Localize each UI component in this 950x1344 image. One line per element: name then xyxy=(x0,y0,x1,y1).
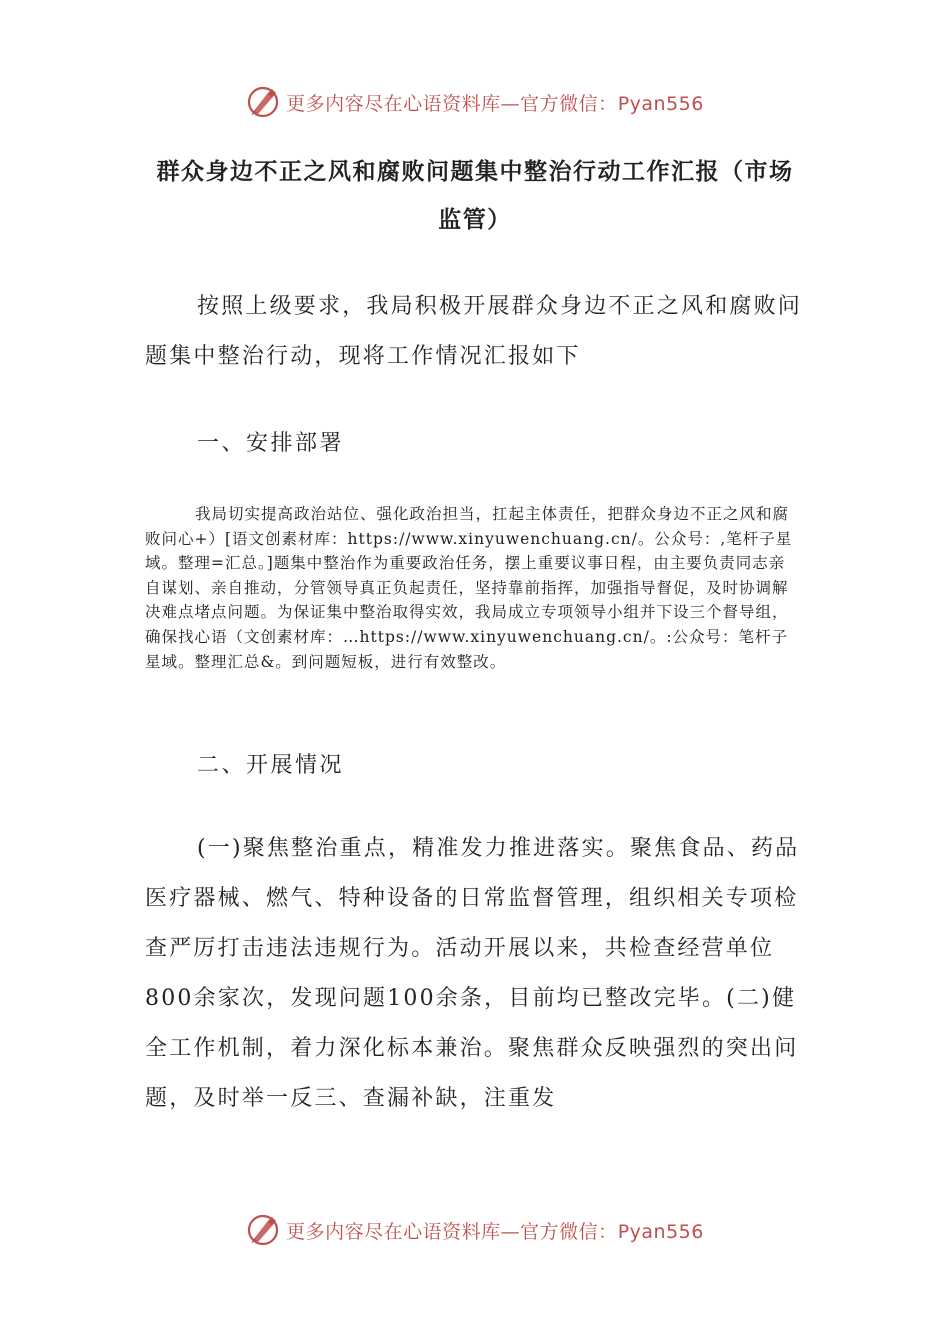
banner-text xyxy=(286,89,704,116)
document-title: 群众身边不正之风和腐败问题集中整治行动工作汇报（市场监管） xyxy=(156,159,794,233)
banner-wechat-id: Pyan556 xyxy=(617,1220,704,1243)
pen-logo-icon xyxy=(246,1213,280,1247)
banner-wechat-label: 官方微信： xyxy=(520,1220,618,1243)
banner-dash: — xyxy=(500,1220,521,1243)
banner-dash: — xyxy=(500,92,521,115)
section-2-paragraph: (一)聚焦整治重点，精准发力推进落实。聚焦食品、药品医疗器械、燃气、特种设备的日常监督管理，组织相关专项检查严厉打击违法违规行为。活动开展以来，共检查经营单位800余家次，发现问题100余条，目前均已整改完毕。(二)健全工作机制，着力深化标本兼治。聚焦群众反映强烈的突出问题，及时举一反三、查漏补缺，注重发 xyxy=(145,836,800,1111)
footer-banner xyxy=(0,1210,950,1250)
section-1-paragraph: 我局切实提高政治站位、强化政治担当，扛起主体责任，把群众身边不正之风和腐败问心+）[语文创素材库：https://www.xinyuwenchuang.cn/。公众号：,笔杆子星域。整理=汇总。]题集中整治作为重要政治任务，摆上重要议事日程，由主要负责同志亲自谋划、亲自推动，分管领导真正负起责任，坚持靠前指挥，加强指导督促，及时协调解决难点堵点问题。为保证集中整治取得实效，我局成立专项领导小组并下设三个督导组，确保找心语（文创素材库：…https://www.xinyuwenchuang.cn/。:公众号：笔杆子星域。整理汇总&。到问题短板，进行有效整改。 xyxy=(145,505,793,671)
banner-text xyxy=(286,1217,704,1244)
banner-wechat-label: 官方微信： xyxy=(520,92,618,115)
header-banner xyxy=(0,82,950,122)
section-1-heading: 一、安排部署 xyxy=(197,431,345,456)
pen-logo-icon xyxy=(246,85,280,119)
intro-paragraph: 按照上级要求，我局积极开展群众身边不正之风和腐败问题集中整治行动，现将工作情况汇报如下 xyxy=(145,294,803,369)
section-2-heading: 二、开展情况 xyxy=(197,753,345,778)
banner-site-name: 更多内容尽在心语资料库 xyxy=(286,92,501,115)
banner-site-name: 更多内容尽在心语资料库 xyxy=(286,1220,501,1243)
banner-wechat-id: Pyan556 xyxy=(617,92,704,115)
